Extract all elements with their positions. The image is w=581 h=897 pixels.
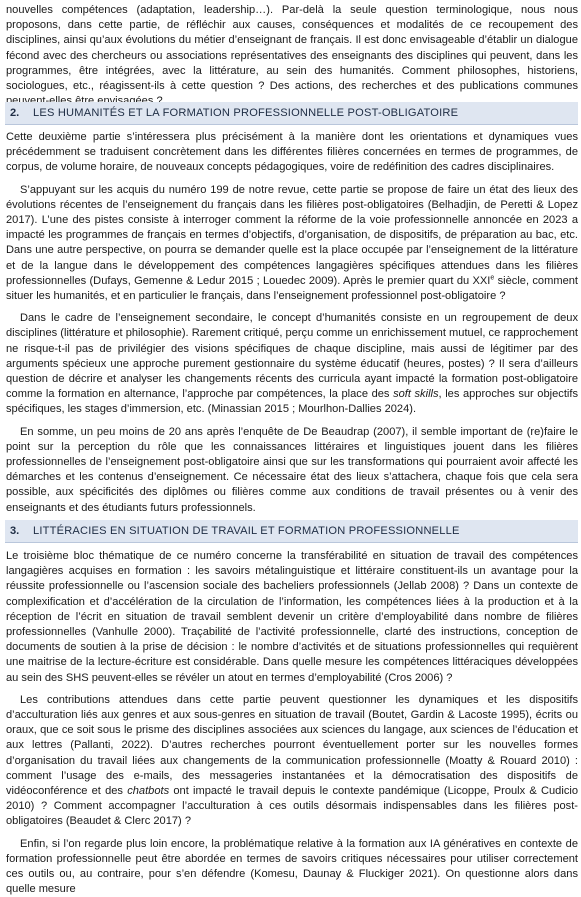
section-3-paragraph-3: Enfin, si l’on regarde plus loin encore, la problématique relative à la formation aux IA génératives en contexte de formation professionnelle peut être abordée en termes de savoirs critiques nécessaires pour utiliser correctement ces outils ou, au contraire, pour s’en défendre (Komesu, Daunay & Fluckiger 2021). On questionne alors dans quelle mesure (6, 837, 578, 896)
intro-paragraph: nouvelles compétences (adaptation, leadership…). Par-delà la seule question terminologique, nous nous proposons, dans cette partie, de réfléchir aux causes, conséquences et modalités de ce recoupement des disciplines, ainsi qu’aux évolutions du métier d’enseignant de français. Il est donc envisageable d’établir un dialogue fécond avec des chercheurs ou associations représentatives des enseignants des disciplines qui peuvent, dans les programmes, être intégrées, avec la littérature, au sein des humanités. Comment philosophes, historiens, sociologues, etc., réagissent-ils à cette question ? Des actions, des recherches et des publications communes (6, 4, 578, 93)
section-3-heading (5, 520, 578, 543)
soft-skills-term: soft skills (393, 388, 439, 401)
section-2-paragraph-3 (6, 311, 578, 417)
section-2-number: 2. (10, 107, 20, 119)
section-2-paragraph-3-text-a: Dans le cadre de l’enseignement secondaire, le concept d’humanités consiste en un regroupement de deux disciplines (littérature et philosophie). Rarement critiqué, perçu comme un enrichissement mutuel, ce rapprochement ne risque-t-il pas de privilégier des visions spécifiques de chaque discipline, mais aussi de légitimer par des arguments spécieux une approche purement gestionnaire du système éducatif (heures, postes) ? Il sera d’ailleurs question de décrire et analyser les changements récents des curricula ayant impacté la formation post-obligatoire comme la formation en alternance, l’approche par compétences, la place des (6, 312, 578, 401)
section-3-number: 3. (10, 525, 20, 537)
section-2-paragraph-2-text-b: siècle, comment situer les humanités, et en particulier le français, dans l’enseignement professionnel post-obligatoire ? (6, 274, 579, 303)
section-3-paragraph-2 (6, 693, 578, 830)
chatbots-term: chatbots (127, 785, 170, 798)
section-2-paragraph-2-text-a: S’appuyant sur les acquis du numéro 199 de notre revue, cette partie se propose de faire un état des lieux des évolutions récentes de l’enseignement du français dans les filières post-obligatoires (Belhadjin, de Peretti & Lopez 2017). L’une des pistes consiste à interroger comment la réforme de la voie professionnelle annoncée en 2023 a impacté les programmes de français en termes d’objectifs, d’organisation, de dispositifs, de préparation au bac, etc. Dans une autre perspective, on pourra se demander quelle est la place occupée par l’enseignement de la littérature et de la langue dans le développement des compétences langagières spécifiques attendues dans les filières professionnelles (Dufays, Gemenne & Ledur 2015 ; Louedec 2009). Après le premier quart du XXI (6, 183, 578, 287)
section-2-body (6, 130, 578, 516)
section-2-heading (5, 102, 578, 125)
section-3-body (6, 549, 578, 897)
century-superscript: e (490, 274, 495, 282)
section-3-title: LITTÉRACIES EN SITUATION DE TRAVAIL ET FORMATION PROFESSIONNELLE (33, 525, 460, 537)
section-2-paragraph-3-text-b: , les approches sur objectifs spécifiques, les stages d’immersion, etc. (Minassian 2015 ; Mourlhon-Dallies 2024). (6, 388, 578, 416)
section-2-paragraph-2 (6, 183, 578, 305)
section-3-paragraph-1: Le troisième bloc thématique de ce numéro concerne la transférabilité en situation de travail des compétences langagières acquises en formation : les savoirs métalinguistique et littéraire constituent-ils un avantage pour la réussite professionnelle ou l’ascension sociale des bacheliers professionnels (Jellab 2008) ? Dans un contexte de complexification et d’accélération de la circulation de l’information, les compétences liées à la production et à la réception de l’écrit en situation de travail semblent devenir un critère d’employabilité dans nombre de filières professionnelles (Vanhulle 2000). Traçabilité de l’activité professionnelle, clarté des instructions, conception de documents de soutien à la prise de décision : le nombre d’activités et de situations professionnelles qui requièrent une maitrise de la lecture-écriture est considérable. Dans quelle mesure les compétences littéraciques développées au sein des SHS peuvent-elles se révéler un atout en termes d’employabilité (Cros 2006) ? (6, 550, 578, 684)
section-2-paragraph-1: Cette deuxième partie s’intéressera plus précisément à la manière dont les orientations et dynamiques vues précédemment se traduisent concrètement dans les différentes filières concernées en termes de programmes, de corpus, de volume horaire, de nouveaux concepts pédagogiques, voire de redéfinition des cadres disciplinaires. (6, 131, 578, 174)
section-3-paragraph-2-text-b: ont impacté le travail depuis le contexte pandémique (Licoppe, Proulx & Cudicio 2010) ? Comment accompagner l’acculturation à ces outils désormais indispensables dans les filières post-obligatoires (Beaudet & Clerc 2017) ? (6, 785, 579, 828)
section-2-paragraph-4: En somme, un peu moins de 20 ans après l’enquête de De Beaudrap (2007), il semble important de (re)faire le point sur la perception du rôle que les connaissances littéraires et linguistiques jouent dans les filières professionnelles de l’enseignement post-obligatoire ainsi que sur les transformations qui pourraient avoir affecté les démarches et les contenus d’enseignement. Ce nécessaire état des lieux s’attachera, chaque fois que cela sera possible, aux spécificités des diplômes ou filières comme aux conditions de travail présentes ou à venir des enseignants et des étudiants futurs professionnels. (6, 425, 578, 514)
section-3-paragraph-2-text-a: Les contributions attendues dans cette partie peuvent questionner les dynamiques et les dispositifs d’acculturation liés aux genres et aux sous-genres en situation de travail (Boutet, Gardin & Lacoste 1995), écrits ou oraux, que ce soit sous le prisme des disciplines associées aux sciences du langage, aux sciences de l’éducation et aux lettres (Pallanti, 2022). D’autres recherches pourront éventuellement porter sur les nouvelles formes d’organisation du travail liées aux changements de la communication professionnelle (Moatty & Rouard 2010) : comment l’usage des e-mails, des messageries instantanées et la démocratisation des dispositifs de vidéoconférence et des (6, 693, 578, 798)
intro-section (6, 3, 578, 109)
section-2-title: LES HUMANITÉS ET LA FORMATION PROFESSIONNELLE POST-OBLIGATOIRE (33, 107, 459, 119)
